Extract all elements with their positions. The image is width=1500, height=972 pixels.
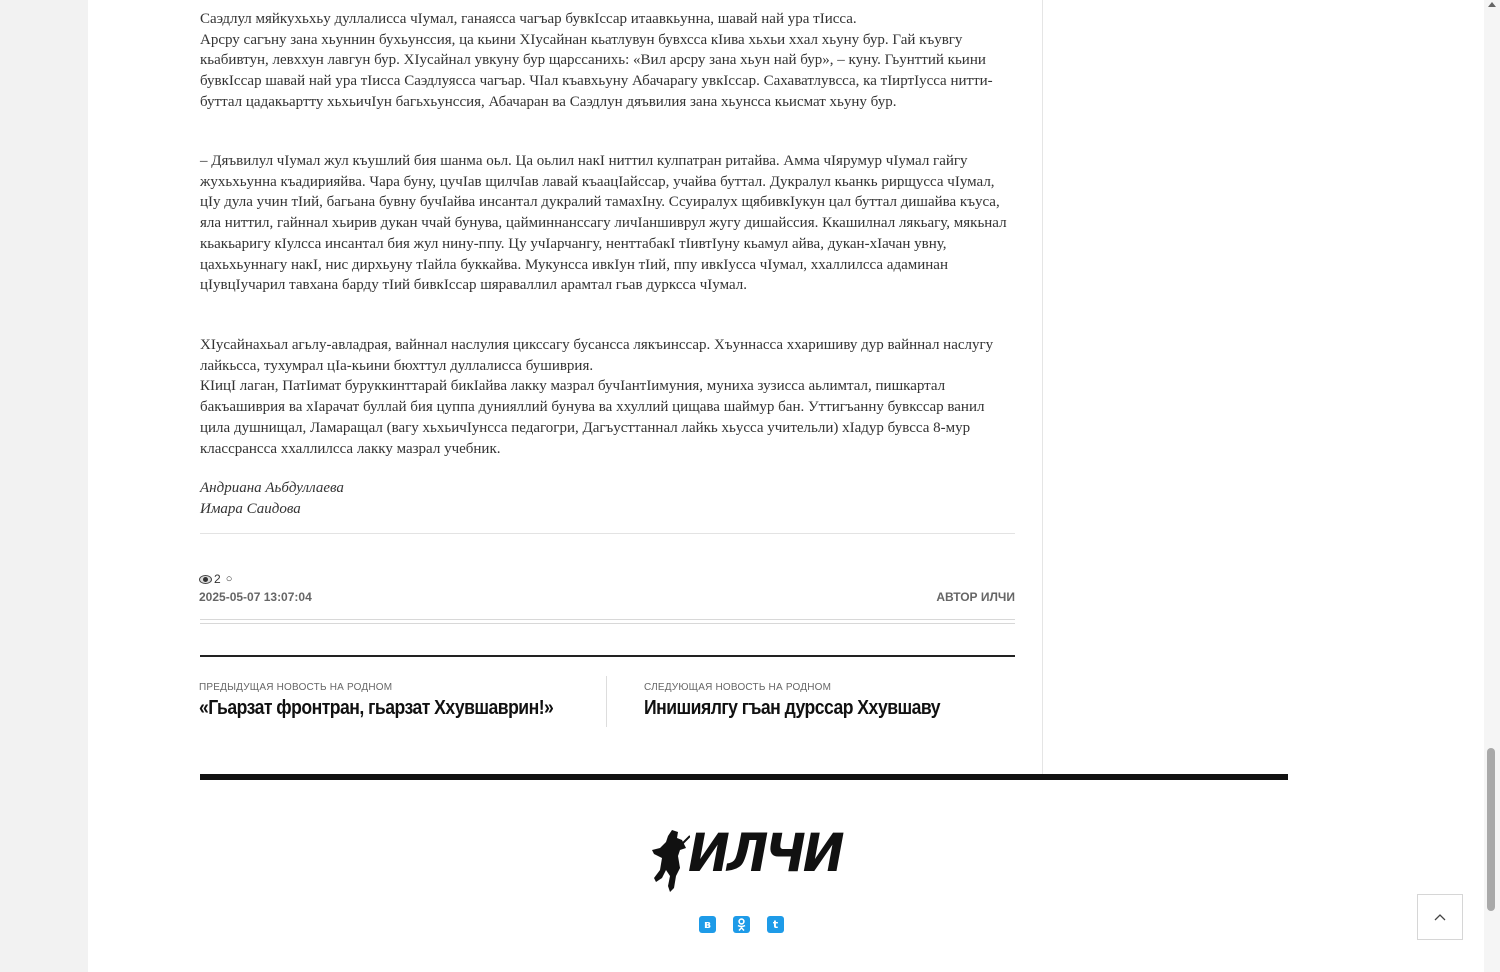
author-name: Андриана Аьбдуллаева xyxy=(200,480,344,496)
next-article-title[interactable]: Инишиялгу гъан дурссар Ххувшаву xyxy=(644,697,941,719)
article-authors xyxy=(200,478,600,519)
eye-icon xyxy=(199,575,212,584)
sidebar-divider xyxy=(1042,0,1043,774)
publish-date: 2025-05-07 13:07:04 xyxy=(199,590,312,604)
nav-divider xyxy=(606,676,607,727)
chevron-up-icon xyxy=(1434,913,1446,921)
divider xyxy=(200,619,1015,624)
scrollbar-thumb[interactable] xyxy=(1487,748,1495,911)
prev-article-link[interactable] xyxy=(199,682,604,720)
twitter-icon[interactable]: t xyxy=(767,916,784,933)
social-links xyxy=(699,916,784,933)
view-counter xyxy=(199,572,232,586)
scroll-to-top-button[interactable] xyxy=(1417,894,1463,940)
article-paragraph: – Дяъвилул чIумал жул къушлий бия шанма оьл. Ца оьлил накI ниттил кулпатран ритайва. Амма чIярумур чIумал гайгу жухьхьунна къадирияйва. Чара буну, цучIав щилчIав лавай къаацIайссар, учайва буттал. Дукралул кьанкь рирщусса чIумал, цIу дула учин тIий, багьана бувну бучIайва инсантал дукралий тамахIну. Ссуиралух щябивкIукун цал буттал дишайва къуса, яла ниттил, гайннал хьирив дукан ччай бунува, цайминнанссагу личIаншиврул жугу дишайссия. Ккашилнал лякьагу, мякьнал кьакьаригу кIулсса инсантал бия жул нину-ппу. Цу учIарчангу, ненттабакI тIивтIуну кьамул айва, дукан-хIачан увну, цахьхьуннагу накI, нис дирхьуну тIайла буккайва. Мукунсса ивкIун тIий, ппу ивкIусса чIумал, ххаллилсса адаминан цIувцIучарил тавхана барду тIий бивкIссар шяраваллил арамтал гьав дурксса чIумал. xyxy=(200,153,1007,294)
warrior-figure-icon xyxy=(650,826,690,896)
scroll-up-arrow-icon[interactable] xyxy=(1488,2,1496,7)
view-count: 2 xyxy=(214,572,221,586)
article-paragraph: Саэдлул мяйкухьхьу дуллалисса чIумал, ганаясса чагъар бувкIссар итаавкьунна, шавай най ура тIисса. Арсру сагъну зана хьуннин бухьунссия, ца кьини ХIусайнан кьатлувун бувхсса кIива хьхьи ххал хьуну бур. Гай къувгу кьабивтун, левххун лавгун бур. ХIусайнал увкуну бур щарссанихь: «Вил арсру зана хьун най бур», – куну. Гьунттий кьини бувкIссар шавай най ура тIисса Саэдлуясса чагъар. ЧIал къавхьуну Абачарагу увкIссар. Сахаватлувсса, ка тIиртIусса нитти-буттал цадакьартту хьхьичIун багьхьунссия, Абачаран ва Саэдлун дяъвилия зана хьунсса кьисмат хьуну бур. xyxy=(200,11,993,110)
next-article-link[interactable] xyxy=(644,682,1016,720)
prev-article-kicker: ПРЕДЫДУЩАЯ НОВОСТЬ НА РОДНОМ xyxy=(199,682,393,693)
article-paragraph: ХIусайнахьал агьлу-авладрая, вайннал наслулия цикссагу бусансса лякъинссар. Хъуннасса ххаришиву дур вайннал наслугу лайкьсса, тухумрал цIа-кьини бюхттул дуллалисса бушиврия. КIицI лаган, ПатIимат буруккинттарай бикIайва лакку мазрал бучIантIимуния, муниха зузисса аьлимтал, пишкартал бакъашиврия ва хIарачат буллай бия цуппа дунияллий бунува ва ххуллий цищава шаймур бан. Уттигъанну бувксcар ванил цила душнищал, Ламаращал (вагу хьхьичIунсса педагогри, Дагъусттаннал лайкь хьусса учительли) хIадур бувсса 8-мур классрансса ххаллилсса лакку мазрал учебник. xyxy=(200,337,994,457)
scrollbar[interactable] xyxy=(1484,0,1500,972)
logo-text: ИЛЧИ xyxy=(688,822,842,884)
author-link[interactable]: АВТОР ИЛЧИ xyxy=(936,590,1015,604)
vk-icon[interactable]: в xyxy=(699,916,716,933)
divider xyxy=(200,655,1015,657)
next-article-kicker: СЛЕДУЮЩАЯ НОВОСТЬ НА РОДНОМ xyxy=(644,682,832,693)
odnoklassniki-icon[interactable] xyxy=(733,916,750,933)
footer-bar xyxy=(200,774,1288,780)
odnoklassniki-glyph xyxy=(736,918,747,931)
site-logo[interactable] xyxy=(650,822,842,896)
divider xyxy=(200,533,1015,534)
comment-circle-icon[interactable]: ○ xyxy=(225,573,233,585)
author-name: Имара Саидова xyxy=(200,500,301,517)
prev-article-title[interactable]: «Гьарзат фронтран, гьарзат Ххувшаврин!» xyxy=(199,697,554,719)
